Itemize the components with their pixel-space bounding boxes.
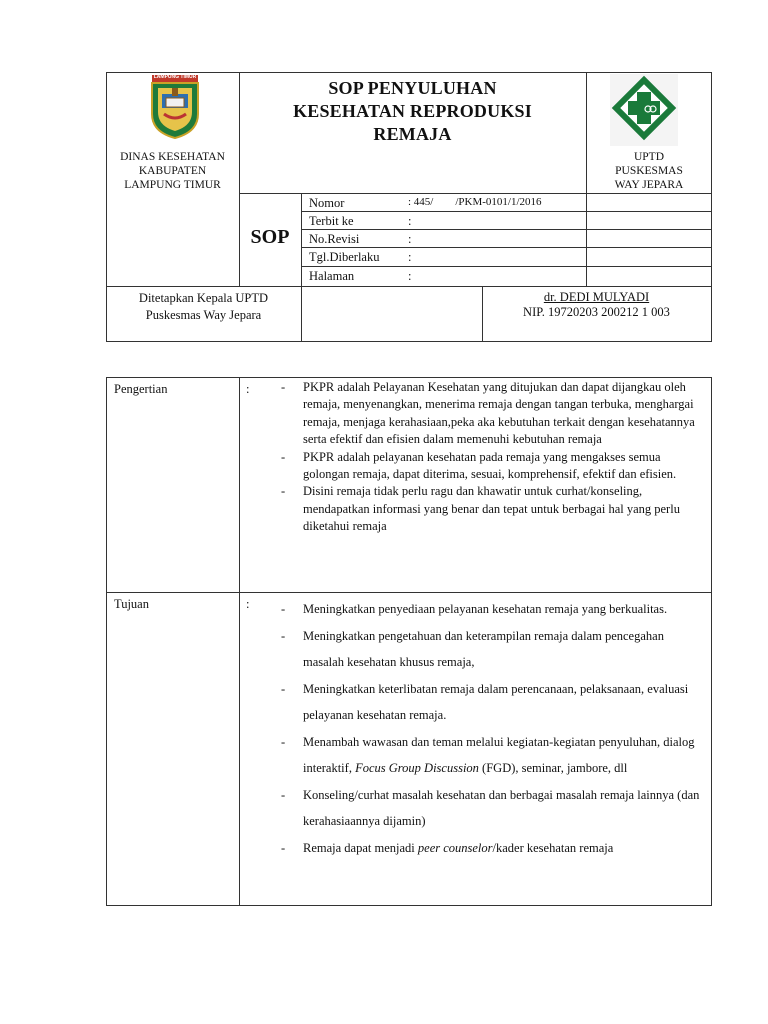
content-bottom-border [106,905,712,906]
list-item: - Meningkatkan keterlibatan remaja dalam perencanaan, pelaksanaan, evaluasi pelayanan kesehatan remaja. [281,681,689,722]
right-org-line-2: PUSKESMAS [615,165,683,177]
header-bottom-border [106,341,712,342]
meta-row-line-4 [301,266,712,267]
puskesmas-logo-icon [610,74,678,146]
meta-value-tgl: : [408,250,412,264]
right-org-line-1: UPTD [633,151,665,163]
sop-title-line-1: SOP PENYULUHAN [328,78,497,98]
list-item: - PKPR adalah Pelayanan Kesehatan yang ditujukan dan dapat dijangkau oleh remaja, menyenangkan, menerima remaja dengan tangan terbuka, menghargai remaja, menjaga kerahasiaan,peka aka kebutuhan terkait dengan kesehatannya serta efektif dan efisien dalam memenuhi kebutuhan remaja [281,380,695,447]
ditetapkan-line-2: Puskesmas Way Jepara [145,308,262,322]
header-top-border [106,72,712,73]
meta-label-revisi: No.Revisi [309,232,360,246]
meta-row-line-2 [301,229,712,230]
lampung-timur-crest-icon [148,74,202,140]
left-org-line-1: DINAS KESEHATAN [120,151,225,163]
list-item: - Disini remaja tidak perlu ragu dan khawatir untuk curhat/konseling, mendapatkan informasi yang benar dan tepat untuk berbagai hal yang perlu diketahui remaja [281,484,680,534]
ditetapkan-line-1: Ditetapkan Kepala UPTD [138,291,269,305]
list-item: - Meningkatkan pengetahuan dan keterampilan remaja dalam pencegahan masalah kesehatan khusus remaja, [281,628,664,669]
sop-title-line-2: KESEHATAN REPRODUKSI [293,101,532,121]
meta-row-line-3 [301,247,712,248]
header-mid-border [106,286,712,287]
pengertian-label: Pengertian [114,382,168,396]
meta-label-nomor: Nomor [309,196,345,210]
sop-col-divider [301,193,302,342]
tujuan-label: Tujuan [114,597,149,611]
crest-banner-text: LAMPUNG TIMUR [153,74,197,80]
meta-row-line-1 [301,211,712,212]
list-item: - Meningkatkan penyediaan pelayanan kesehatan remaja yang berkualitas. [281,602,668,616]
content-col-divider [239,377,240,906]
signer-name: dr. DEDI MULYADI [543,290,650,304]
meta-value-revisi: : [408,232,412,246]
title-bottom-border [239,193,712,194]
meta-label-terbit: Terbit ke [309,214,354,228]
left-org-line-2: KABUPATEN [138,165,207,177]
list-item: - Menambah wawasan dan teman melalui kegiatan-kegiatan penyuluhan, dialog interaktif, Focus Group Discussion (FGD), seminar, jambore, dll [281,734,695,775]
tujuan-colon: : [246,597,250,611]
signer-nip: NIP. 19720203 200212 1 003 [523,305,670,319]
content-mid-border [106,592,712,593]
meta-value-nomor: : 445/ /PKM-0101/1/2016 [408,196,542,208]
content-top-border [106,377,712,378]
sop-label: SOP [250,226,290,248]
list-item: - Konseling/curhat masalah kesehatan dan berbagai masalah remaja lainnya (dan kerahasiaannya dijamin) [281,787,700,828]
meta-label-tgl: Tgl.Diberlaku [309,250,380,264]
tujuan-list [281,596,703,861]
pengertian-list [281,379,701,536]
meta-label-halaman: Halaman [309,269,355,283]
pengertian-colon: : [246,382,250,396]
content-left-border [106,377,107,906]
left-org-line-3: LAMPUNG TIMUR [124,179,221,191]
meta-value-terbit: : [408,214,412,228]
list-item: - PKPR adalah pelayanan kesehatan pada remaja yang mengakses semua golongan remaja, dapat diterima, sesuai, komprehensif, efektif dan efisien. [281,449,677,482]
sop-title-line-3: REMAJA [373,124,452,144]
header-right-border [711,72,712,342]
meta-value-halaman: : [408,269,412,283]
right-org-line-3: WAY JEPARA [614,179,684,191]
content-right-border [711,377,712,906]
list-item: - Remaja dapat menjadi peer counselor/kader kesehatan remaja [281,840,614,855]
